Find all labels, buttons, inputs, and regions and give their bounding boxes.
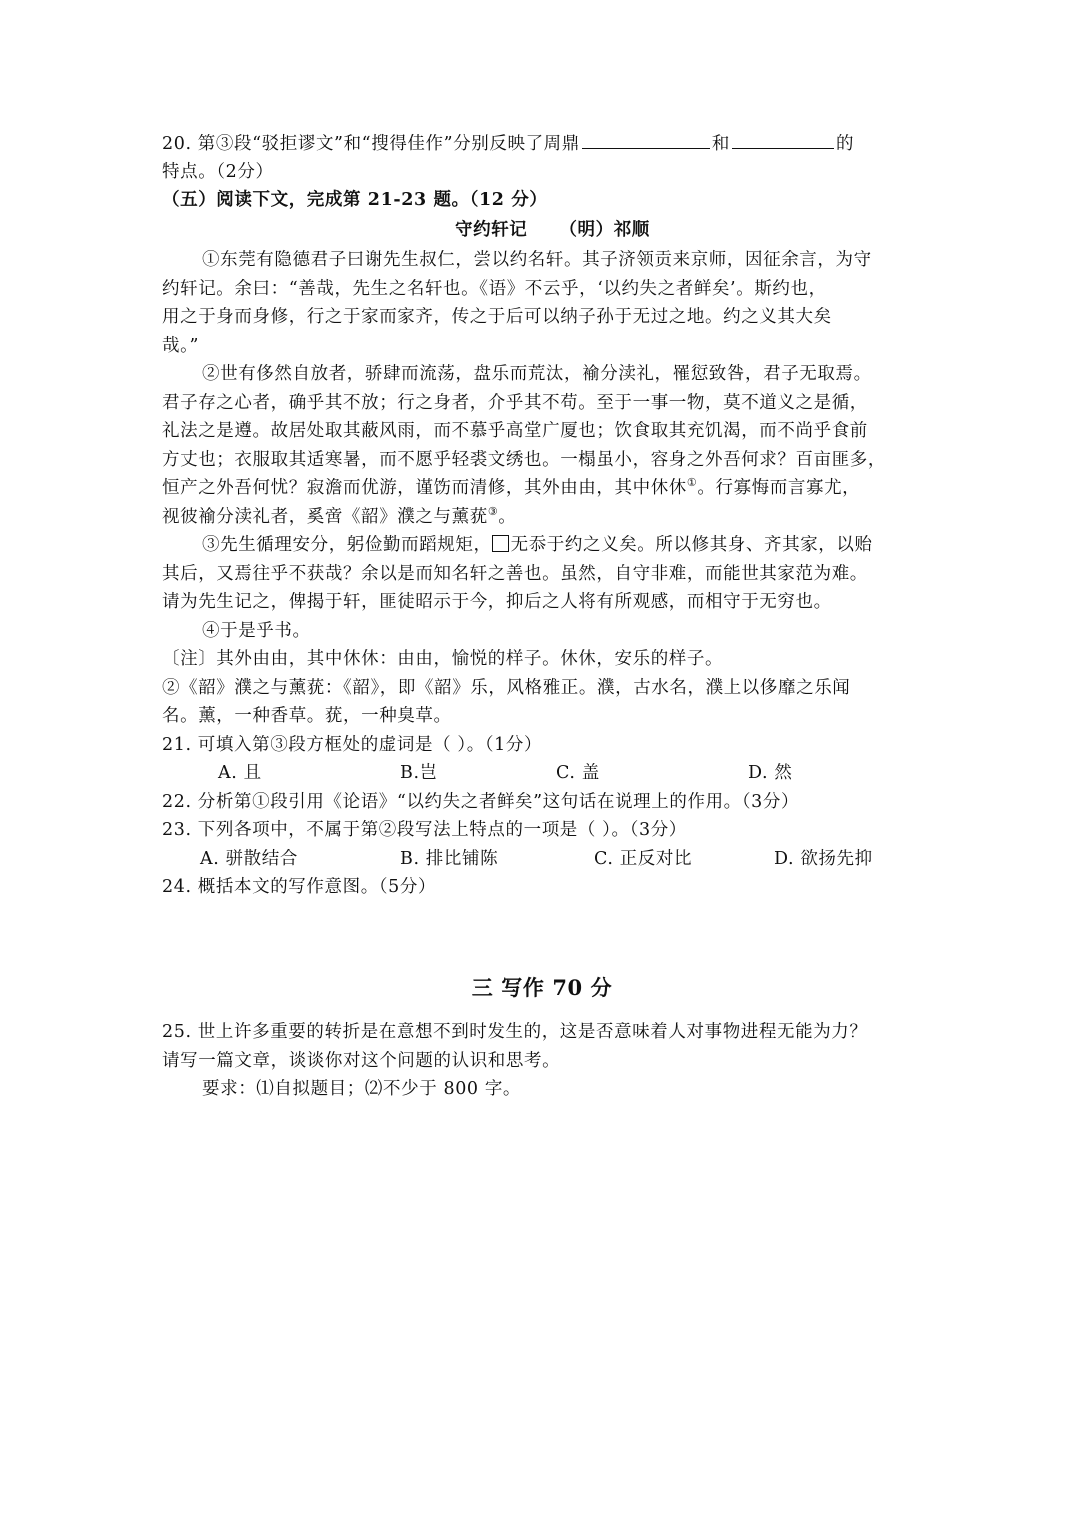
q20-text-c: 的: [836, 134, 855, 154]
q23-option-d[interactable]: D. 欲扬先抑: [774, 849, 873, 869]
passage-p3-line-3: 请为先生记之，俾揭于轩，匪徒昭示于今，抑后之人将有所观感，而相守于无穷也。: [162, 592, 832, 612]
question-21-stem: 21. 可填入第③段方框处的虚词是（ ）。（1分）: [162, 735, 543, 755]
passage-p2-line-5-text: 恒产之外吾何忧？寂澹而优游，谨饬而清修，其外由由，其中休休: [162, 478, 687, 498]
passage-p3-line-2: 其后，又焉往乎不获哉？余以是而知名轩之善也。虽然，自守非难，而能世其家范为难。: [162, 564, 868, 584]
passage-p1-line-2: 约轩记。余曰：“善哉，先生之名轩也。《语》不云乎，‘以约失之者鲜矣’。斯约也，: [162, 279, 827, 299]
q21-option-b[interactable]: B.岂: [400, 763, 438, 783]
answer-blank-1[interactable]: [582, 130, 710, 149]
passage-p3-line-1-text-a: ③先生循理安分，躬俭勤而蹈规矩，: [202, 535, 492, 555]
q21-option-d[interactable]: D. 然: [748, 763, 793, 783]
passage-p3-line-1-text-b: 无忝于约之义矣。所以修其身、齐其家，以贻: [510, 535, 873, 555]
q21-option-a[interactable]: A. 且: [218, 763, 262, 783]
answer-blank-2[interactable]: [732, 130, 834, 149]
q20-text-b: 和: [711, 134, 730, 154]
question-22-stem: 22. 分析第①段引用《论语》“以约失之者鲜矣”这句话在说理上的作用。（3分）: [162, 792, 800, 812]
passage-p2-line-5: [162, 474, 922, 502]
passage-p2-line-3: 礼法之是遵。故居处取其蔽风雨，而不慕乎高堂广厦也；饮食取其充饥渴，而不尚乎食前: [162, 421, 868, 441]
note-2-line-2: 名。薰，一种香草。莸，一种臭草。: [162, 706, 452, 726]
question-21-options: [162, 759, 922, 787]
passage-author: （明）祁顺: [559, 220, 650, 240]
note-2-line-1: ②《韶》濮之与薰莸：《韶》，即《韶》乐，风格雅正。濮，古水名，濮上以侈靡之乐闻: [162, 678, 851, 698]
section-5-heading: （五）阅读下文，完成第 21-23 题。（12 分）: [162, 190, 548, 210]
footnote-ref-1: ①: [686, 476, 698, 489]
question-20-line-1: [162, 130, 922, 158]
question-20-line-2: 特点。（2分）: [162, 162, 274, 182]
passage-p1-line-3: 用之于身而身修，行之于家而家齐，传之于后可以纳子孙于无过之地。约之义其大矣: [162, 307, 832, 327]
question-25-line-2: 请写一篇文章，谈谈你对这个问题的认识和思考。: [162, 1051, 561, 1071]
q20-text-a: 20. 第③段“驳拒谬文”和“搜得佳作”分别反映了周鼎: [162, 134, 580, 154]
q23-option-b[interactable]: B. 排比铺陈: [400, 849, 499, 869]
passage-p1-line-1: ①东莞有隐德君子曰谢先生叔仁，尝以约名轩。其子济领贡来京师，因征余言，为守: [202, 250, 872, 270]
passage-p2-line-1: ②世有侈然自放者，骄肆而流荡，盘乐而荒汰，褕分渎礼，罹愆致咎，君子无取焉。: [202, 364, 872, 384]
q23-option-c[interactable]: C. 正反对比: [594, 849, 693, 869]
passage-p4: ④于是乎书。: [202, 621, 311, 641]
writing-section-heading: 三 写作 70 分: [471, 975, 613, 1000]
writing-requirements: 要求：⑴自拟题目；⑵不少于 800 字。: [202, 1079, 522, 1099]
passage-p1-line-4: 哉。”: [162, 336, 199, 356]
passage-p2-line-6-tail: 。: [498, 507, 517, 527]
fill-in-box[interactable]: [492, 535, 509, 552]
passage-p2-line-6-text: 视彼褕分渎礼者，奚啻《韶》濮之与薰莸: [162, 507, 488, 527]
question-23-options: [162, 845, 922, 873]
question-25-line-1: 25. 世上许多重要的转折是在意想不到时发生的，这是否意味着人对事物进程无能为力？: [162, 1022, 868, 1042]
passage-title: 守约轩记: [455, 220, 528, 240]
passage-p2-line-6: [162, 503, 922, 531]
question-24-stem: 24. 概括本文的写作意图。（5分）: [162, 877, 437, 897]
q23-option-a[interactable]: A. 骈散结合: [200, 849, 298, 869]
passage-p2-line-2: 君子存之心者，确乎其不放；行之身者，介乎其不苟。至于一事一物，莫不道义之是循，: [162, 393, 868, 413]
note-1: 〔注〕其外由由，其中休休：由由，愉悦的样子。休休，安乐的样子。: [162, 649, 724, 669]
passage-p3-line-1: [202, 531, 922, 559]
q21-option-c[interactable]: C. 盖: [556, 763, 600, 783]
question-23-stem: 23. 下列各项中，不属于第②段写法上特点的一项是（ ）。（3分）: [162, 820, 687, 840]
passage-p2-line-5-tail: 。行寡悔而言寡尤，: [697, 478, 861, 498]
passage-title-line: [455, 216, 855, 244]
footnote-ref-3: ③: [487, 505, 499, 518]
passage-p2-line-4: 方丈也；衣服取其适寒暑，而不愿乎轻裘文绣也。一榻虽小，容身之外吾何求？百亩匪多，: [162, 450, 886, 470]
